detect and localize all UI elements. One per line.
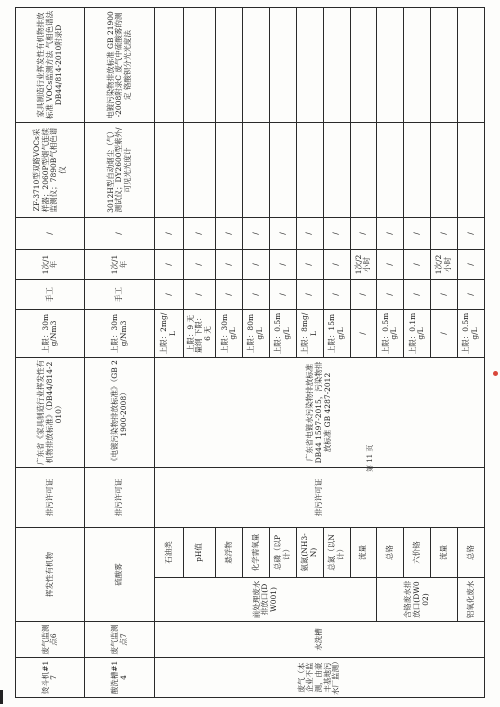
- cell-empty: [243, 8, 270, 123]
- cell-item: 流量: [431, 528, 458, 578]
- cell-source: 烫斗机#17: [16, 658, 85, 698]
- scan-edge-mark: [0, 690, 3, 704]
- cell-pollutant: 挥发性有机物: [16, 528, 85, 622]
- cell-freq: 1次/1年: [16, 250, 85, 280]
- cell-slash: /: [377, 218, 404, 250]
- cell-freq: /: [404, 250, 431, 280]
- table-row: [457, 8, 484, 698]
- cell-empty: [269, 123, 296, 218]
- cell-empty: [350, 123, 377, 218]
- cell-freq: /: [296, 250, 323, 280]
- cell-item: 总铬: [377, 528, 404, 578]
- cell-limit: 上限：0.5mg/L: [269, 310, 296, 358]
- cell-outlet: 废气监测点7: [85, 622, 154, 658]
- cell-empty: [296, 8, 323, 123]
- cell-freq: 1次/1年: [85, 250, 154, 280]
- page-number: 第 11 页: [366, 444, 374, 472]
- cell-empty: [269, 8, 296, 123]
- cell-instrument: 3012H型自动烟尘（气）测试仪；DY2600型紫外/可见光光度计: [85, 123, 154, 218]
- cell-outlet: 废气监测点6: [16, 622, 85, 658]
- cell-limit: 上限：0.5mg/L: [457, 310, 484, 358]
- table-row: [16, 8, 85, 698]
- cell-freq: /: [183, 250, 215, 280]
- cell-outlet-2: 含铬废水排放口(DW002): [377, 578, 458, 622]
- cell-freq: /: [269, 250, 296, 280]
- cell-empty: [457, 8, 484, 123]
- cell-water-area: 废气（本企业不监测，由豪丰基地污水厂监测）: [154, 658, 484, 698]
- cell-empty: [154, 123, 183, 218]
- cell-slash: /: [183, 280, 215, 310]
- cell-item: 石油类: [154, 528, 183, 578]
- cell-freq: 1次/2小时: [431, 250, 458, 280]
- cell-instrument: ZF-3710型双路VOCs采样器；2060P型烟气连续监测仪；7890B气相色谱仪: [16, 123, 85, 218]
- table-row: [154, 8, 183, 698]
- cell-slash: /: [154, 280, 183, 310]
- cell-slash: /: [350, 280, 377, 310]
- cell-slash: /: [404, 218, 431, 250]
- cell-slash: /: [323, 218, 350, 250]
- cell-freq: /: [154, 250, 183, 280]
- cell-limit: 上限：30mg/Nm3: [85, 310, 154, 358]
- cell-slash: /: [457, 218, 484, 250]
- cell-outlet-1: 前处理废水排放口(DW001): [154, 578, 377, 622]
- cell-standard: 广东省《家具制造行业挥发性有机物排放标准》（DB44/814-2010）: [16, 358, 85, 468]
- cell-empty: [377, 123, 404, 218]
- cell-empty: [216, 123, 243, 218]
- cell-limit: 上限：80mg/L: [243, 310, 270, 358]
- cell-method: 手工: [16, 280, 85, 310]
- cell-item: 总磷（以P计）: [269, 528, 296, 578]
- cell-analysis: 家具制造行业挥发性有机物排放标准 VOCs监测方法 气相色谱法 DB44/814-2010附录D: [16, 8, 85, 123]
- cell-pollutant: 硫酸雾: [85, 528, 154, 622]
- cell-permit-water: 排污许可证: [154, 468, 484, 528]
- cell-item: 氨氮(NH3-N): [296, 528, 323, 578]
- cell-outlet-3: 铝氧化废水: [457, 578, 484, 622]
- cell-limit: 上限：2mg/L: [154, 310, 183, 358]
- cell-slash: /: [350, 218, 377, 250]
- cell-freq: 1次/2小时: [350, 250, 377, 280]
- cell-item: 总氮（以N计）: [323, 528, 350, 578]
- scan-speck-mark: [493, 371, 498, 376]
- cell-freq: /: [377, 250, 404, 280]
- cell-slash: /: [404, 280, 431, 310]
- cell-slash: /: [323, 280, 350, 310]
- cell-empty: [377, 8, 404, 123]
- cell-permit: 排污许可证: [16, 468, 85, 528]
- cell-freq: /: [323, 250, 350, 280]
- cell-empty: [296, 123, 323, 218]
- cell-empty: [323, 8, 350, 123]
- cell-slash: /: [216, 280, 243, 310]
- cell-empty: [216, 8, 243, 123]
- cell-empty: [183, 123, 215, 218]
- cell-limit: 上限：8mg/L: [296, 310, 323, 358]
- cell-limit: 上限：30mg/Nm3: [16, 310, 85, 358]
- cell-empty: [404, 8, 431, 123]
- cell-slash: /: [16, 218, 85, 250]
- cell-freq: /: [243, 250, 270, 280]
- cell-slash: /: [85, 218, 154, 250]
- cell-water-source: 水洗槽: [154, 622, 484, 658]
- cell-slash: /: [431, 218, 458, 250]
- cell-freq: /: [457, 250, 484, 280]
- cell-slash: /: [269, 280, 296, 310]
- cell-empty: [350, 8, 377, 123]
- cell-analysis: 电镀污染物排放标准 GB 21900-2008附录C 废气中硫酸雾的测定 铬酸钡分光光度法: [85, 8, 154, 123]
- cell-slash: /: [296, 280, 323, 310]
- cell-permit: 排污许可证: [85, 468, 154, 528]
- cell-slash: /: [183, 218, 215, 250]
- cell-standard: 《电镀污染物排放标准》（GB 21900-2008）: [85, 358, 154, 468]
- cell-empty: [183, 8, 215, 123]
- cell-method: 手工: [85, 280, 154, 310]
- rotated-monitoring-table: [15, 8, 485, 698]
- cell-limit: 上限：0.1mg/L: [404, 310, 431, 358]
- cell-empty: [154, 8, 183, 123]
- cell-slash: /: [243, 280, 270, 310]
- cell-empty: [243, 123, 270, 218]
- cell-item: 流量: [350, 528, 377, 578]
- cell-limit: 上限：0.5mg/L: [377, 310, 404, 358]
- cell-slash: /: [431, 280, 458, 310]
- cell-empty: [323, 123, 350, 218]
- cell-slash: /: [296, 218, 323, 250]
- cell-limit: 上限：15mg/L: [323, 310, 350, 358]
- cell-empty: [431, 8, 458, 123]
- cell-limit: /: [431, 310, 458, 358]
- cell-slash: /: [216, 218, 243, 250]
- cell-slash: /: [243, 218, 270, 250]
- cell-empty: [457, 123, 484, 218]
- cell-limit: 上限：9 无量纲 下限：6 无: [183, 310, 215, 358]
- cell-freq: /: [216, 250, 243, 280]
- cell-item: 化学需氧量: [243, 528, 270, 578]
- table-row: [85, 8, 154, 698]
- cell-limit: /: [350, 310, 377, 358]
- cell-slash: /: [377, 280, 404, 310]
- cell-item: 总铬: [457, 528, 484, 578]
- cell-item: 悬浮物: [216, 528, 243, 578]
- cell-source: 酸洗槽#14: [85, 658, 154, 698]
- cell-slash: /: [269, 218, 296, 250]
- cell-slash: /: [154, 218, 183, 250]
- table-row: [377, 8, 404, 698]
- cell-item: pH值: [183, 528, 215, 578]
- cell-limit: 上限：30mg/L: [216, 310, 243, 358]
- cell-slash: /: [457, 280, 484, 310]
- cell-empty: [404, 123, 431, 218]
- cell-item: 六价铬: [404, 528, 431, 578]
- cell-std-water: 广东省电镀水污染物排放标准 DB44 1597-2015，污染物排放标准 GB 4287-2012: [154, 358, 484, 468]
- monitoring-plan-table: [15, 7, 485, 698]
- cell-empty: [431, 123, 458, 218]
